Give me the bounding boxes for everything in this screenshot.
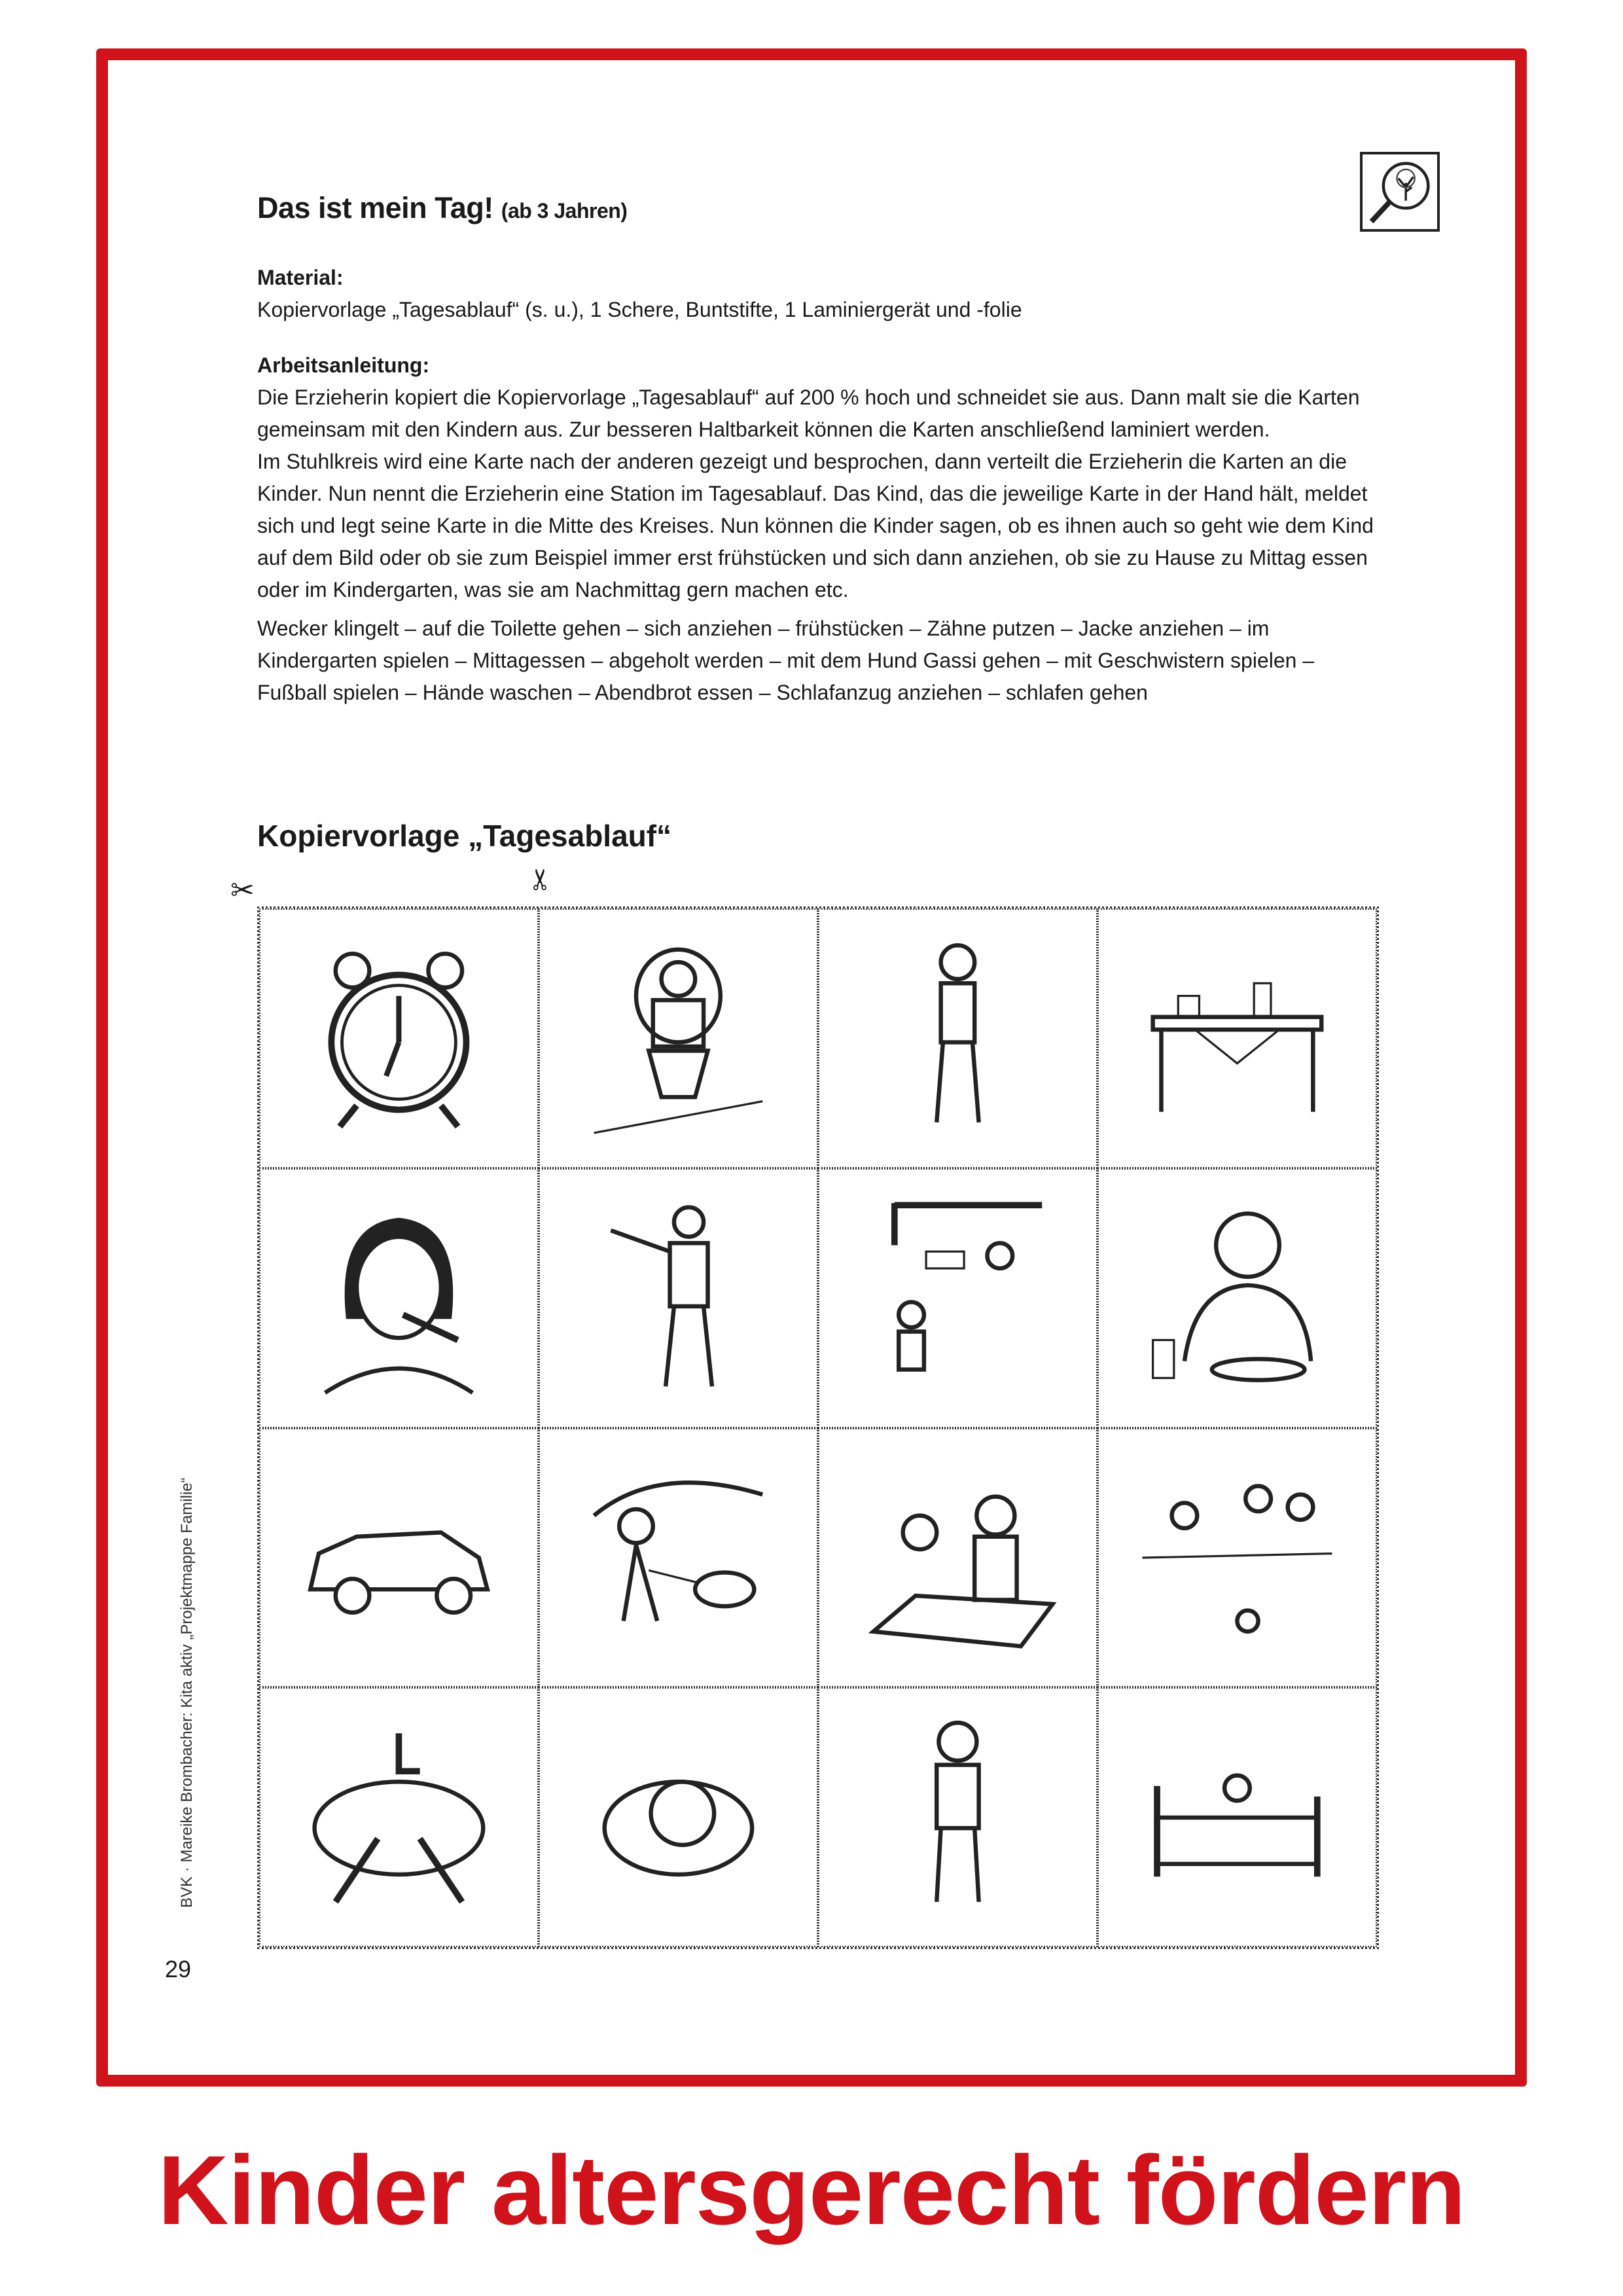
card-breakfast-table: [1097, 908, 1377, 1168]
page-title: [257, 191, 627, 225]
page-number: 29: [165, 1956, 192, 1982]
material-text: Kopiervorlage „Tagesablauf“ (s. u.), 1 Schere, Buntstifte, 1 Laminiergerät und -folie: [257, 298, 1022, 321]
title-age: (ab 3 Jahren): [501, 199, 628, 223]
material-label: Material:: [257, 266, 344, 289]
card-washing-hands: [259, 1687, 539, 1947]
title-text: Das ist mein Tag!: [257, 191, 493, 224]
card-football: [1097, 1428, 1377, 1688]
card-brushing-teeth: [259, 1168, 539, 1428]
card-lunch: [1097, 1168, 1377, 1428]
instructions-section: [257, 350, 1383, 709]
card-walking-dog: [539, 1428, 818, 1688]
card-playing-siblings: [818, 1428, 1097, 1688]
card-playing-kindergarten: [818, 1168, 1097, 1428]
card-alarm-clock: [259, 908, 539, 1168]
card-car-pickup: [259, 1428, 539, 1688]
instructions-label: Arbeitsanleitung:: [257, 353, 430, 377]
card-dinner-bread: [539, 1687, 818, 1947]
card-putting-on-jacket: [539, 1168, 818, 1428]
stations-list: Wecker klingelt – auf die Toilette gehen – sich anziehen – frühstücken – Zähne putzen – Jacke anziehen – im Kindergarten spielen – Mittagessen – abgeholt werden – mit dem Hund Gassi gehen – mit Geschwistern spielen – Fußball spielen – Hände waschen – Abendbrot essen – Schlafanzug anziehen – schlafen gehen: [257, 617, 1315, 704]
card-grid: [257, 906, 1379, 1949]
instructions-paragraph-2: Im Stuhlkreis wird eine Karte nach der anderen gezeigt und besprochen, dann verteilt die Erzieherin die Karten an die Kinder. Nun nennt die Erzieherin eine Station im Tagesablauf. Das Kind, das die jeweilige Karte in der Hand hält, meldet sich und legt seine Karte in die Mitte des Kreises. Nun können die Kinder sagen, ob es ihnen auch so geht wie dem Kind auf dem Bild oder ob sie zum Beispiel immer erst frühstücken und sich dann anziehen, ob sie zu Hause zu Mittag essen oder im Kindergarten, was sie am Nachmittag gern machen etc.: [257, 450, 1374, 601]
instructions-paragraph-1: Die Erzieherin kopiert die Kopiervorlage „Tagesablauf“ auf 200 % hoch und schneidet sie aus. Dann malt sie die Karten gemeinsam mit den Kindern aus. Zur besseren Haltbarkeit können die Karten anschließend laminiert werden.: [257, 386, 1360, 441]
template-heading: Kopiervorlage „Tagesablauf“: [257, 819, 672, 853]
slogan-banner: Kinder altersgerecht fördern: [158, 2135, 1465, 2245]
scissors-icon: ✂: [230, 874, 255, 906]
side-credit: BVK · Mareike Brombacher: Kita aktiv „Projektmappe Familie“: [178, 1477, 196, 1908]
card-getting-dressed: [818, 908, 1097, 1168]
scissors-icon: ✂: [524, 867, 557, 891]
card-pajamas: [818, 1687, 1097, 1947]
card-going-to-bed: [1097, 1687, 1377, 1947]
material-section: [257, 262, 1383, 326]
magnifier-tree-icon: [1360, 152, 1440, 232]
card-toilet: [539, 908, 818, 1168]
